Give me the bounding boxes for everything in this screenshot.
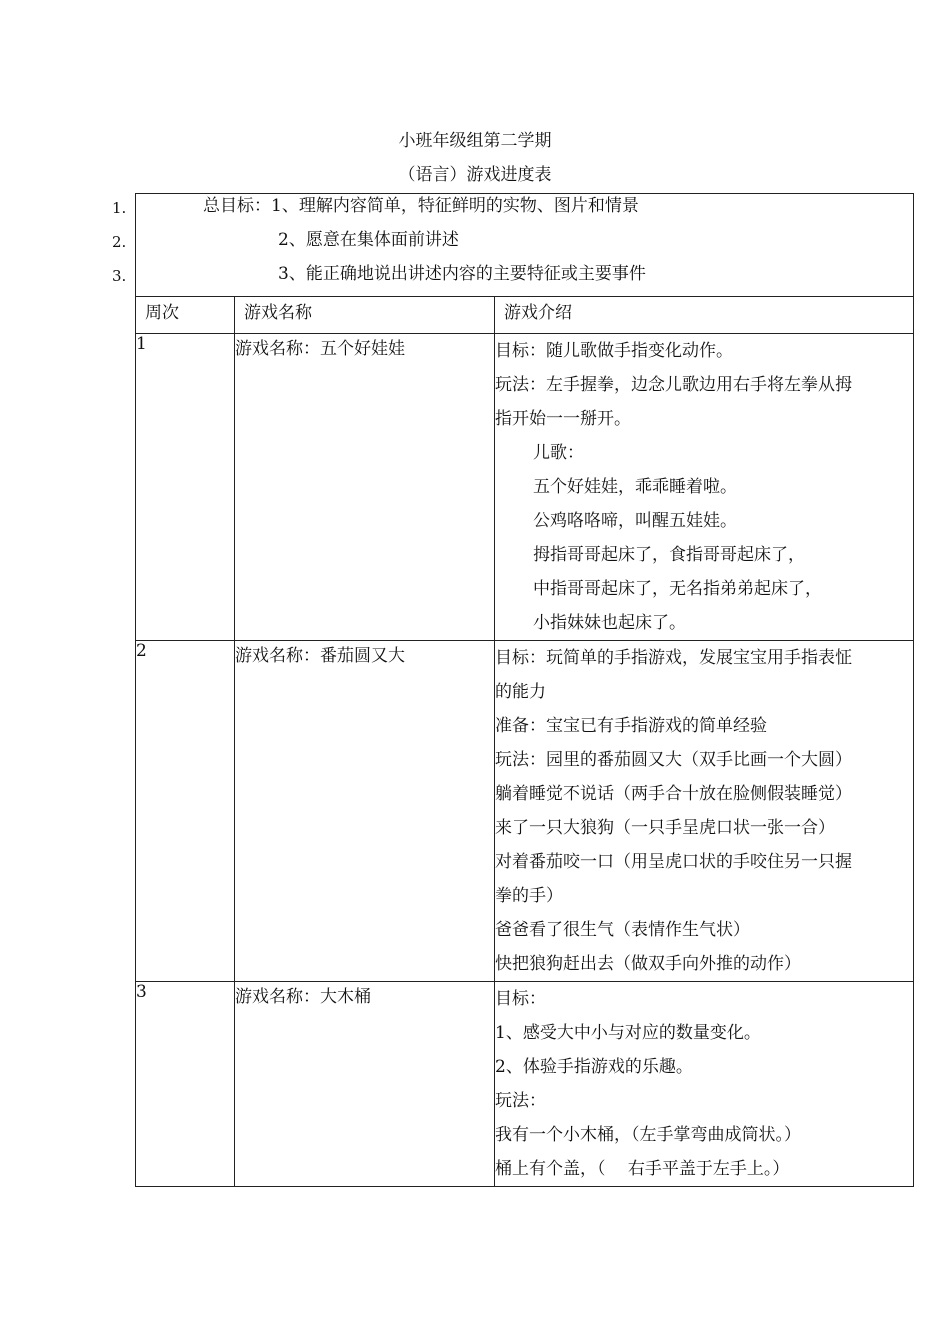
- intro-line: 目标：玩简单的手指游戏，发展宝宝用手指表怔: [495, 648, 852, 668]
- goal-item: 总目标：1、理解内容简单，特征鲜明的实物、图片和情景: [203, 196, 639, 216]
- game-intro-cell: [495, 982, 914, 1187]
- intro-line: 拳的手）: [495, 886, 563, 906]
- intro-line: 桶上有个盖，（ 右手平盖于左手上。）: [495, 1159, 790, 1179]
- intro-line: 玩法：园里的番茄圆又大（双手比画一个大圆）: [495, 750, 852, 770]
- goal-item: 3、能正确地说出讲述内容的主要特征或主要事件: [278, 264, 646, 284]
- goals-cell: [136, 194, 914, 297]
- game-intro-cell: [495, 641, 914, 982]
- intro-line: 玩法：: [495, 1091, 546, 1111]
- intro-line: 来了一只大狼狗（一只手呈虎口状一张一合）: [495, 818, 835, 838]
- intro-line: 对着番茄咬一口（用呈虎口状的手咬住另一只握: [495, 852, 852, 872]
- intro-line: 五个好娃娃，乖乖睡着啦。: [533, 477, 737, 497]
- week-cell: 2: [136, 641, 235, 982]
- document-title: 小班年级组第二学期: [398, 131, 552, 151]
- intro-line: 玩法：左手握拳，边念儿歌边用右手将左拳从拇: [495, 375, 852, 395]
- week-cell: 3: [136, 982, 235, 1187]
- intro-line: 1、感受大中小与对应的数量变化。: [495, 1023, 761, 1043]
- intro-line: 中指哥哥起床了，无名指弟弟起床了，: [533, 579, 822, 599]
- goal-number: 1.: [112, 199, 127, 217]
- goals-row: [136, 194, 914, 297]
- intro-line: 我有一个小木桶，（左手掌弯曲成筒状。）: [495, 1125, 801, 1145]
- intro-line: 躺着睡觉不说话（两手合十放在脸侧假装睡觉）: [495, 784, 852, 804]
- intro-line: 爸爸看了很生气（表情作生气状）: [495, 920, 750, 940]
- table-row: [136, 641, 914, 982]
- intro-line: 准备：宝宝已有手指游戏的简单经验: [495, 716, 767, 736]
- intro-line: 小指妹妹也起床了。: [533, 613, 686, 633]
- goal-numbering: [112, 196, 126, 298]
- header-game-name: 游戏名称: [235, 297, 495, 334]
- goal-item: 2、愿意在集体面前讲述: [278, 230, 459, 250]
- header-week: 周次: [136, 297, 235, 334]
- document-subtitle: （语言）游戏进度表: [398, 165, 552, 185]
- table-row: [136, 982, 914, 1187]
- intro-line: 的能力: [495, 682, 546, 702]
- header-game-intro: 游戏介绍: [495, 297, 914, 334]
- intro-line: 快把狼狗赶出去（做双手向外推的动作）: [495, 954, 801, 974]
- intro-line: 2、体验手指游戏的乐趣。: [495, 1057, 693, 1077]
- intro-line: 拇指哥哥起床了，食指哥哥起床了，: [533, 545, 805, 565]
- intro-line: 目标：: [495, 989, 546, 1009]
- intro-line: 儿歌：: [533, 443, 584, 463]
- week-cell: 1: [136, 334, 235, 641]
- header-row: [136, 297, 914, 334]
- table-row: [136, 334, 914, 641]
- game-name-cell: 游戏名称：番茄圆又大: [235, 641, 495, 982]
- game-schedule-table: [135, 193, 914, 1187]
- intro-line: 公鸡咯咯啼，叫醒五娃娃。: [533, 511, 737, 531]
- game-intro-cell: [495, 334, 914, 641]
- intro-line: 指开始一一掰开。: [495, 409, 631, 429]
- goal-number: 3.: [112, 267, 127, 285]
- intro-line: 目标：随儿歌做手指变化动作。: [495, 341, 733, 361]
- game-name-cell: 游戏名称：大木桶: [235, 982, 495, 1187]
- game-name-cell: 游戏名称：五个好娃娃: [235, 334, 495, 641]
- goal-number: 2.: [112, 233, 127, 251]
